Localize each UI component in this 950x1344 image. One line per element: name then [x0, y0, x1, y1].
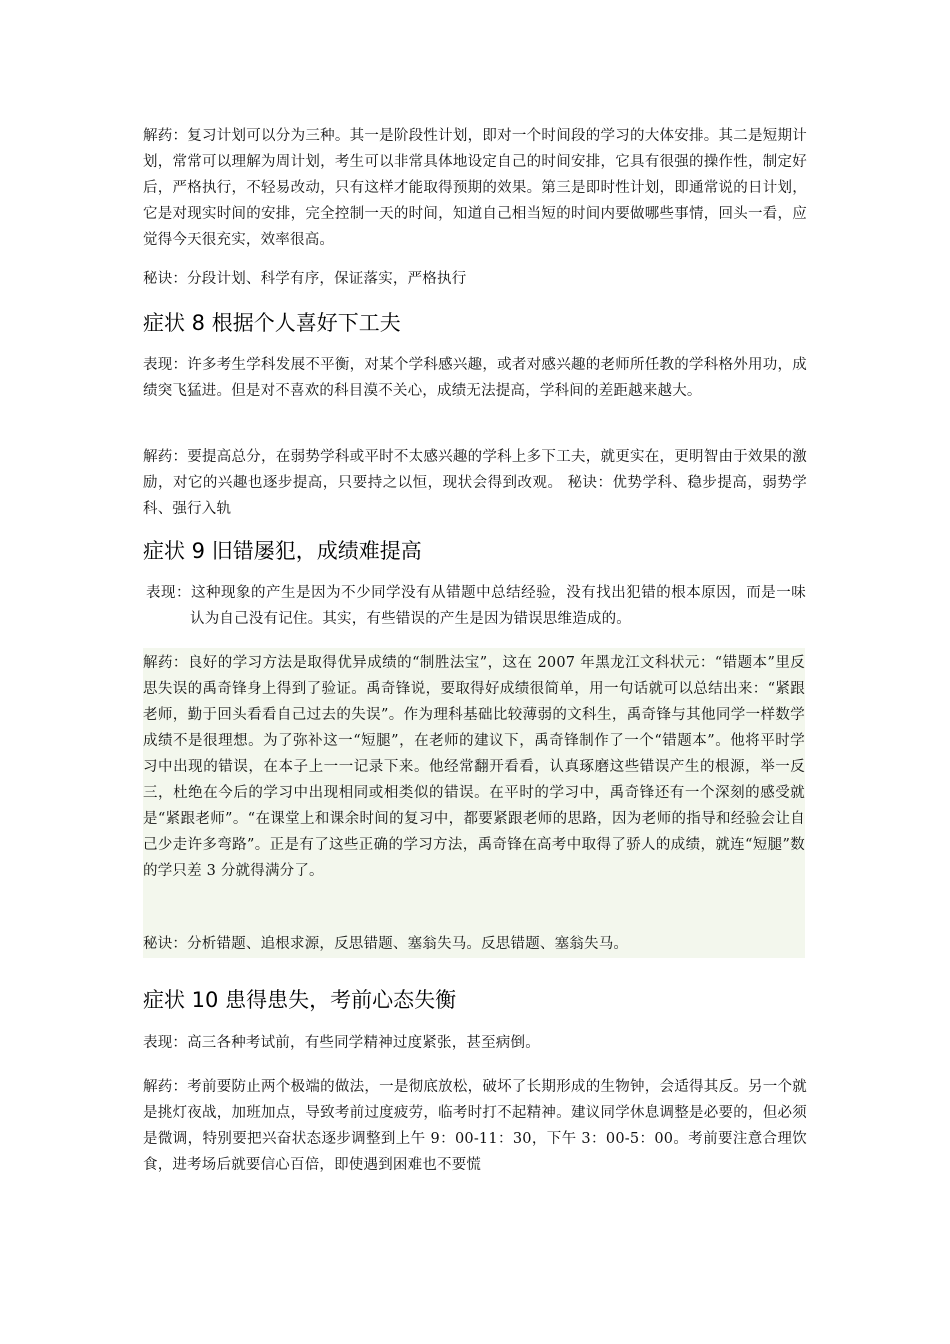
s7-cure-paragraph: 解药：复习计划可以分为三种。其一是阶段性计划，即对一个时间段的学习的大体安排。其二是短期计划，常常可以理解为周计划，考生可以非常具体地设定自己的时间安排，它具有很强的操作性，制定好后，严格执行，不轻易改动，只有这样才能取得预期的效果。第三是即时性计划，即通常说的日计划，它是对现实时间的安排，完全控制一天的时间，知道自己相当短的时间内要做哪些事情，回头一看，应觉得今天很充实，效率很高。	[143, 128, 807, 248]
s9-cure-paragraph: 解药：良好的学习方法是取得优异成绩的“制胜法宝”，这在 2007 年黑龙江文科状元：“错题本”里反思失误的禹奇锋身上得到了验证。禹奇锋说，要取得好成绩很简单，用一句话就可以总结出来：“紧跟老师，勤于回头看看自己过去的失误”。作为理科基础比较薄弱的文科生，禹奇锋与其他同学一样数学成绩不是很理想。为了弥补这一“短腿”，在老师的建议下，禹奇锋制作了一个“错题本”。他将平时学习中出现的错误，在本子上一一记录下来。他经常翻开看看，认真琢磨这些错误产生的根源，举一反三，杜绝在今后的学习中出现相同或相类似的错误。在平时的学习中，禹奇锋还有一个深刻的感受就是“紧跟老师”。“在课堂上和课余时间的复习中，都要紧跟老师的思路，因为老师的指导和经验会让自己少走许多弯路”。正是有了这些正确的学习方法，禹奇锋在高考中取得了骄人的成绩，就连“短腿”数的学只差 3 分就得满分了。	[143, 655, 805, 879]
s10-cure-paragraph: 解药：考前要防止两个极端的做法，一是彻底放松，破坏了长期形成的生物钟，会适得其反。另一个就是挑灯夜战，加班加点，导致考前过度疲劳，临考时打不起精神。建议同学休息调整是必要的，但必须是微调，特别要把兴奋状态逐步调整到上午 9：00-11：30，下午 3：00-5：00。考前要注意合理饮食，进考场后就要信心百倍，即使遇到困难也不要慌	[143, 1079, 807, 1173]
heading-symptom-8: 症状 8 根据个人喜好下工夫	[143, 311, 401, 335]
s7-tip-paragraph: 秘诀：分段计划、科学有序，保证落实，严格执行	[143, 271, 467, 287]
s9-symptom-paragraph: 表现：这种现象的产生是因为不少同学没有从错题中总结经验，没有找出犯错的根本原因，而是一味认为自己没有记住。其实，有些错误的产生是因为错误思维造成的。	[146, 585, 806, 627]
heading-symptom-10: 症状 10 患得患失，考前心态失衡	[143, 988, 457, 1012]
s10-symptom-paragraph: 表现：高三各种考试前，有些同学精神过度紧张，甚至病倒。	[143, 1035, 540, 1051]
s8-symptom-paragraph: 表现：许多考生学科发展不平衡，对某个学科感兴趣，或者对感兴趣的老师所任教的学科格外用功，成绩突飞猛进。但是对不喜欢的科目漠不关心，成绩无法提高，学科间的差距越来越大。	[143, 357, 807, 399]
s9-tip-paragraph: 秘诀：分析错题、追根求源，反思错题、塞翁失马。反思错题、塞翁失马。	[143, 936, 629, 952]
heading-symptom-9: 症状 9 旧错屡犯，成绩难提高	[143, 539, 422, 563]
s8-cure-paragraph: 解药：要提高总分，在弱势学科或平时不太感兴趣的学科上多下工夫，就更实在，更明智由于效果的激励，对它的兴趣也逐步提高，只要持之以恒，现状会得到改观。 秘诀：优势学科、稳步提高，弱势学科、强行入轨	[143, 449, 807, 517]
